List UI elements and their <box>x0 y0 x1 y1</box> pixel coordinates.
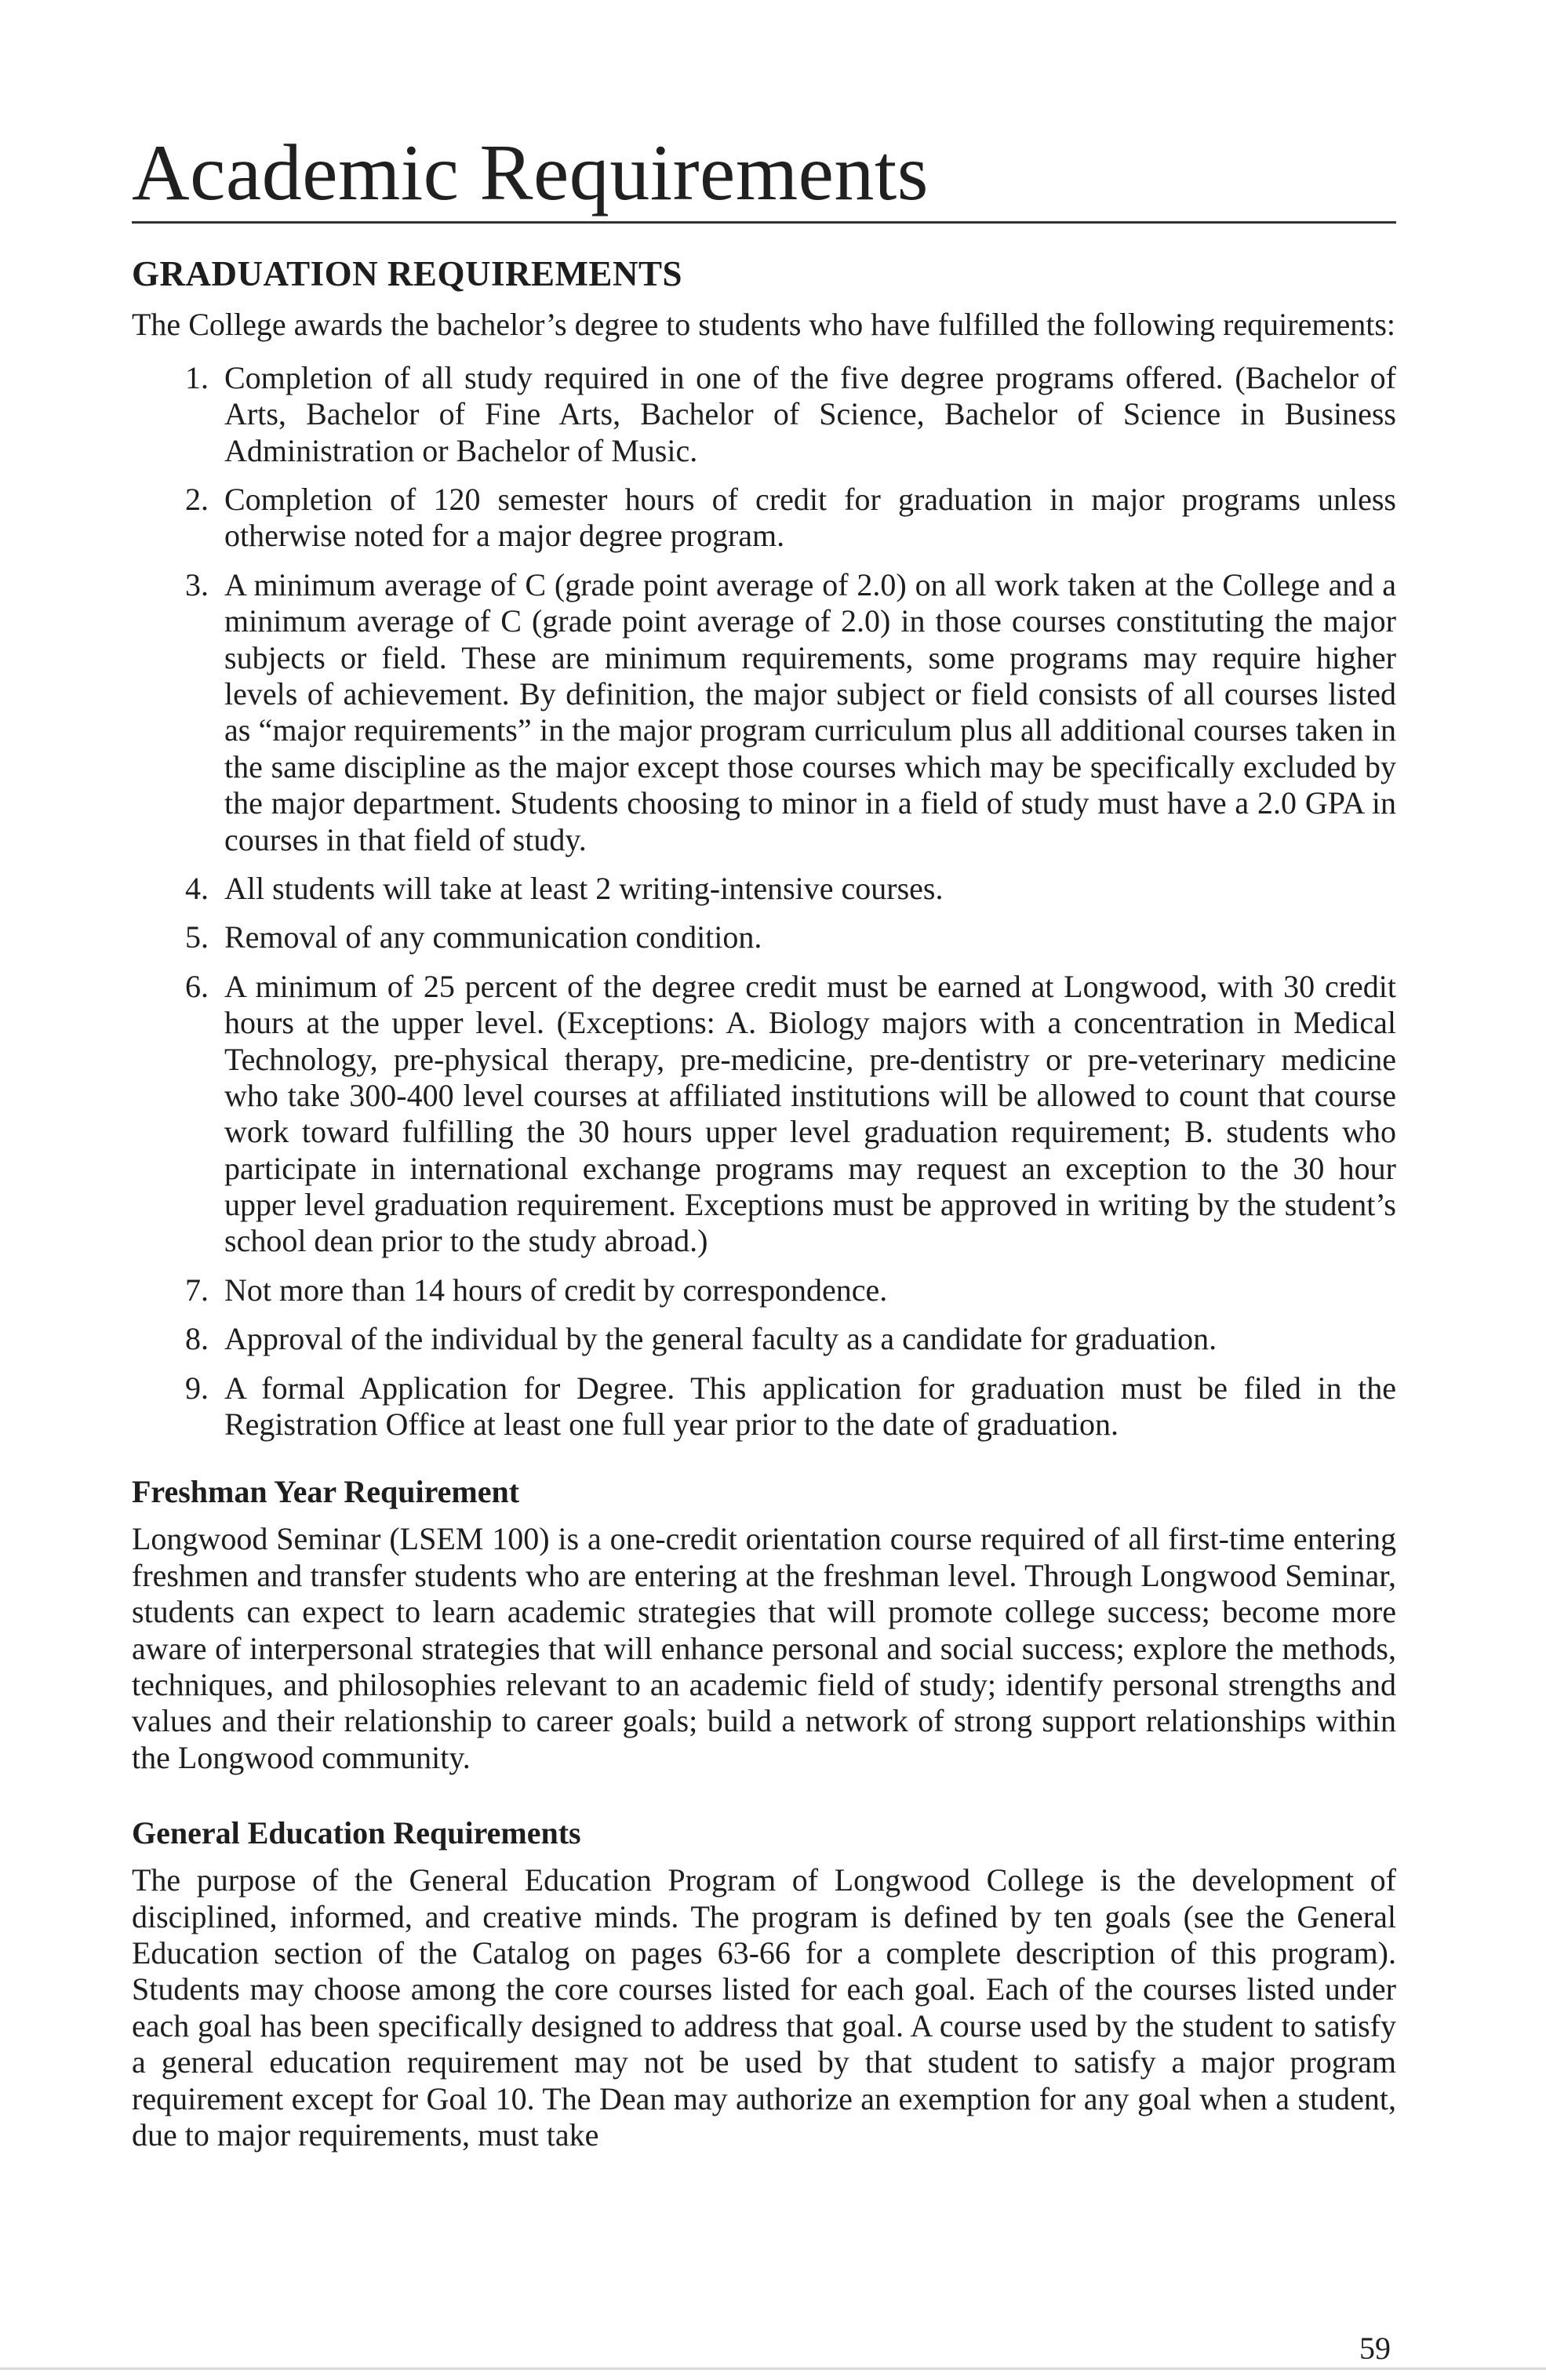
graduation-requirements-section <box>132 255 1396 1443</box>
requirement-number: 8. <box>185 1321 209 1357</box>
requirement-item <box>132 969 1396 1260</box>
page-number: 59 <box>1359 2331 1391 2366</box>
requirement-item <box>132 1370 1396 1443</box>
requirement-number: 4. <box>185 870 209 906</box>
freshman-heading: Freshman Year Requirement <box>132 1474 520 1510</box>
requirement-item <box>132 360 1396 469</box>
graduation-intro: The College awards the bachelor’s degree to students who have fulfilled the following requirements: <box>132 306 1395 342</box>
requirement-text: A minimum of 25 percent of the degree credit must be earned at Longwood, with 30 credit hours at the upper level. (Exceptions: A. Biology majors with a concentration in Medical Technology, pre-physical therapy, pre-medicine, pre-dentistry or pre-veterinary medicine who take 300-400 level courses at affiliated institutions will be allowed to count that course work toward fulfilling the 30 hours upper level graduation requirement; B. students who participate in international exchange programs may request an exception to the 30 hour upper level graduation requirement. Exceptions must be approved in writing by the student’s school dean prior to the study abroad.) <box>224 968 1396 1259</box>
requirement-text: Not more than 14 hours of credit by correspondence. <box>224 1272 888 1308</box>
requirement-item <box>132 482 1396 555</box>
requirement-item <box>132 871 1396 907</box>
requirement-item <box>132 567 1396 858</box>
graduation-heading: GRADUATION REQUIREMENTS <box>132 254 682 293</box>
requirement-item <box>132 919 1396 955</box>
general-education-heading: General Education Requirements <box>132 1815 581 1851</box>
requirement-number: 7. <box>185 1272 209 1308</box>
requirement-text: A formal Application for Degree. This application for graduation must be filed in the Registration Office at least one full year prior to the date of graduation. <box>224 1370 1396 1443</box>
freshman-body: Longwood Seminar (LSEM 100) is a one-credit orientation course required of all first-time entering freshmen and transfer students who are entering at the freshman level. Through Longwood Seminar, students can expect to learn academic strategies that will promote college success; become more aware of interpersonal strategies that will enhance personal and social success; explore the methods, techniques, and philosophies relevant to an academic field of study; identify personal strengths and values and their relationship to career goals; build a network of strong support relationships within the Longwood community. <box>132 1521 1396 1775</box>
requirement-number: 5. <box>185 919 209 955</box>
requirement-text: Removal of any communication condition. <box>224 919 762 955</box>
freshman-requirement-section <box>132 1474 1396 1776</box>
general-education-body: The purpose of the General Education Program of Longwood College is the development of disciplined, informed, and creative minds. The program is defined by ten goals (see the General Education section of the Catalog on pages 63-66 for a complete description of this program). Students may choose among the core courses listed for each goal. Each of the courses listed under each goal has been specifically designed to address that goal. A course used by the student to satisfy a general education requirement may not be used by that student to satisfy a major program requirement except for Goal 10. The Dean may authorize an exemption for any goal when a student, due to major requirements, must take <box>132 1862 1396 2153</box>
page-title: Academic Requirements <box>132 129 929 217</box>
requirement-text: Completion of all study required in one of the five degree programs offered. (Bachelor of Arts, Bachelor of Fine Arts, Bachelor of Science, Bachelor of Science in Business Administration or Bachelor of Music. <box>224 359 1396 468</box>
title-rule <box>132 221 1396 224</box>
requirement-number: 1. <box>185 359 209 395</box>
requirement-text: Approval of the individual by the general faculty as a candidate for graduation. <box>224 1321 1217 1357</box>
requirement-number: 9. <box>185 1370 209 1406</box>
requirements-list <box>132 360 1396 1443</box>
requirement-text: A minimum average of C (grade point average of 2.0) on all work taken at the College and a minimum average of C (grade point average of 2.0) in those courses constituting the major subjects or field. These are minimum requirements, some programs may require higher levels of achievement. By definition, the major subject or field consists of all courses listed as “major requirements” in the major program curriculum plus all additional courses taken in the same discipline as the major except those courses which may be specifically excluded by the major department. Students choosing to minor in a field of study must have a 2.0 GPA in courses in that field of study. <box>224 566 1396 857</box>
requirement-item <box>132 1272 1396 1308</box>
general-education-section <box>132 1815 1396 2153</box>
requirement-number: 2. <box>185 482 209 518</box>
bottom-rule <box>0 2367 1546 2370</box>
requirement-text: Completion of 120 semester hours of credit for graduation in major programs unless otherwise noted for a major degree program. <box>224 482 1396 554</box>
section-gap <box>132 1793 1396 1815</box>
requirement-item <box>132 1321 1396 1357</box>
requirement-text: All students will take at least 2 writing-intensive courses. <box>224 870 944 906</box>
catalog-page <box>132 129 1396 2171</box>
requirement-number: 6. <box>185 968 209 1004</box>
requirement-number: 3. <box>185 566 209 602</box>
